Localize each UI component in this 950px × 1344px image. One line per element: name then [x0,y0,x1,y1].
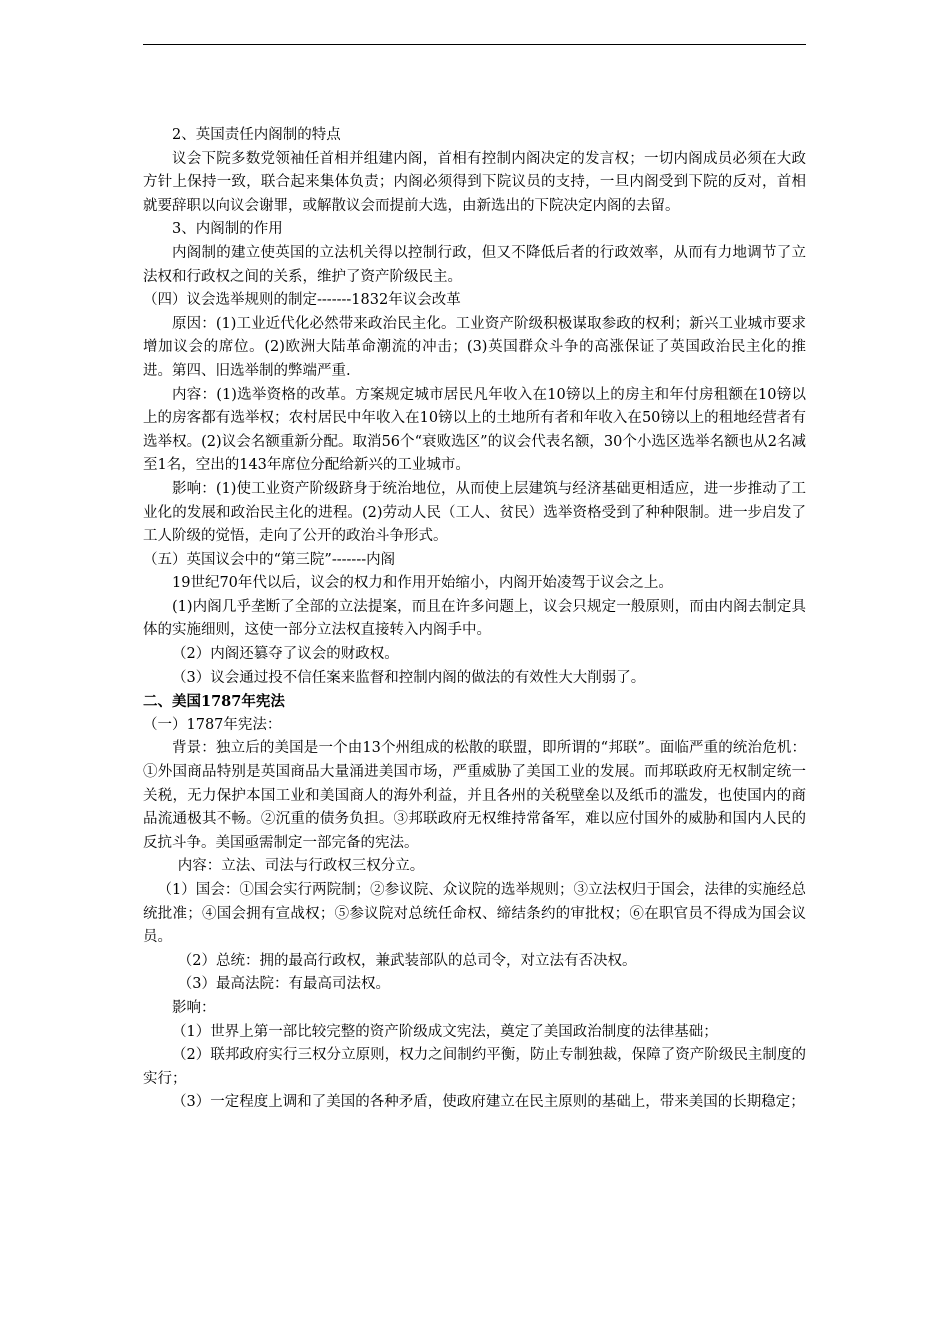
paragraph-10: (1)内阁几乎垄断了全部的立法提案，而且在许多问题上，议会只规定一般原则，而由内阁去制定具体的实施细则，这使一部分立法权直接转入内阁手中。 [143,598,806,639]
paragraph-13: 二、美国1787年宪法 [143,693,285,711]
paragraph-19: （3）最高法院：有最高司法权。 [177,976,391,993]
paragraph-17: （1）国会：①国会实行两院制；②参议院、众议院的选举规则；③立法权归于国会，法律的实施经总统批准；④国会拥有宣战权；⑤参议院对总统任命权、缔结条约的审批权；⑥在职官员不得成为国会议员。 [143,882,806,946]
paragraph-22: （2）联邦政府实行三权分立原则，权力之间制约平衡，防止专制独裁，保障了资产阶级民主制度的实行； [143,1047,806,1087]
paragraph-4: （四）议会选举规则的制定-------1832年议会改革 [143,292,461,309]
paragraph-7: 影响：(1)使工业资产阶级跻身于统治地位，从而使上层建筑与经济基础更相适应，进一步推动了工业化的发展和政治民主化的进程。(2)劳动人民（工人、贫民）选举资格受到了种种限制。进一步启发了工人阶级的觉悟，走向了公开的政治斗争形式。 [143,480,806,545]
document-body [143,124,806,1115]
paragraph-9: 19世纪70年代以后，议会的权力和作用开始缩小，内阁开始凌驾于议会之上。 [172,575,673,592]
paragraph-18: （2）总统：拥的最高行政权，兼武装部队的总司令，对立法有否决权。 [177,952,637,969]
header-rule [143,44,806,45]
paragraph-11: （2）内阁还篡夺了议会的财政权。 [172,646,399,663]
paragraph-21: （1）世界上第一部比较完整的资产阶级成文宪法，奠定了美国政治制度的法律基础； [172,1023,718,1040]
paragraph-3: 内阁制的建立使英国的立法机关得以控制行政，但又不降低后者的行政效率，从而有力地调节了立法权和行政权之间的关系，维护了资产阶级民主。 [143,244,806,285]
paragraph-5: 原因：(1)工业近代化必然带来政治民主化。工业资产阶级积极谋取参政的权利；新兴工业城市要求增加议会的席位。(2)欧洲大陆革命潮流的冲击；(3)英国群众斗争的高涨保证了英国政治民主化的推进。第四、旧选举制的弊端严重. [143,315,806,379]
paragraph-16: 内容：立法、司法与行政权三权分立。 [177,858,425,875]
paragraph-23: （3）一定程度上调和了美国的各种矛盾，使政府建立在民主原则的基础上，带来美国的长期稳定； [172,1094,805,1111]
paragraph-12: （3）议会通过投不信任案来监督和控制内阁的做法的有效性大大削弱了。 [172,669,646,686]
paragraph-14: （一）1787年宪法： [143,716,282,733]
paragraph-8: （五）英国议会中的“第三院”-------内阁 [143,551,396,568]
paragraph-2: 3、内阁制的作用 [172,221,283,238]
paragraph-0: 2、英国责任内阁制的特点 [172,127,341,143]
paragraph-6: 内容：(1)选举资格的改革。方案规定城市居民凡年收入在10镑以上的房主和年付房租额在10镑以上的房客都有选举权；农村居民中年收入在10镑以上的土地所有者和年收入在50镑以上的租地经营者有选举权。(2)议会名额重新分配。取消56个“衰败选区”的议会代表名额，30个小选区选举名额也从2名减至1名，空出的143年席位分配给新兴的工业城市。 [143,386,806,474]
paragraph-1: 议会下院多数党领袖任首相并组建内阁，首相有控制内阁决定的发言权；一切内阁成员必须在大政方针上保持一致，联合起来集体负责；内阁必须得到下院议员的支持，一旦内阁受到下院的反对，首相就要辞职以向议会谢罪，或解散议会而提前大选，由新选出的下院决定内阁的去留。 [143,150,806,214]
paragraph-15: 背景：独立后的美国是一个由13个州组成的松散的联盟，即所谓的“邦联”。面临严重的统治危机：①外国商品特别是英国商品大量涌进美国市场，严重威胁了美国工业的发展。而邦联政府无权制定统一关税，无力保护本国工业和美国商人的海外利益，并且各州的关税壁垒以及纸币的滥发，也使国内的商品流通极其不畅。②沉重的债务负担。③邦联政府无权维持常备军，难以应付国外的威胁和国内人民的反抗斗争。美国亟需制定一部完备的宪法。 [143,740,806,851]
paragraph-20: 影响： [172,999,216,1016]
